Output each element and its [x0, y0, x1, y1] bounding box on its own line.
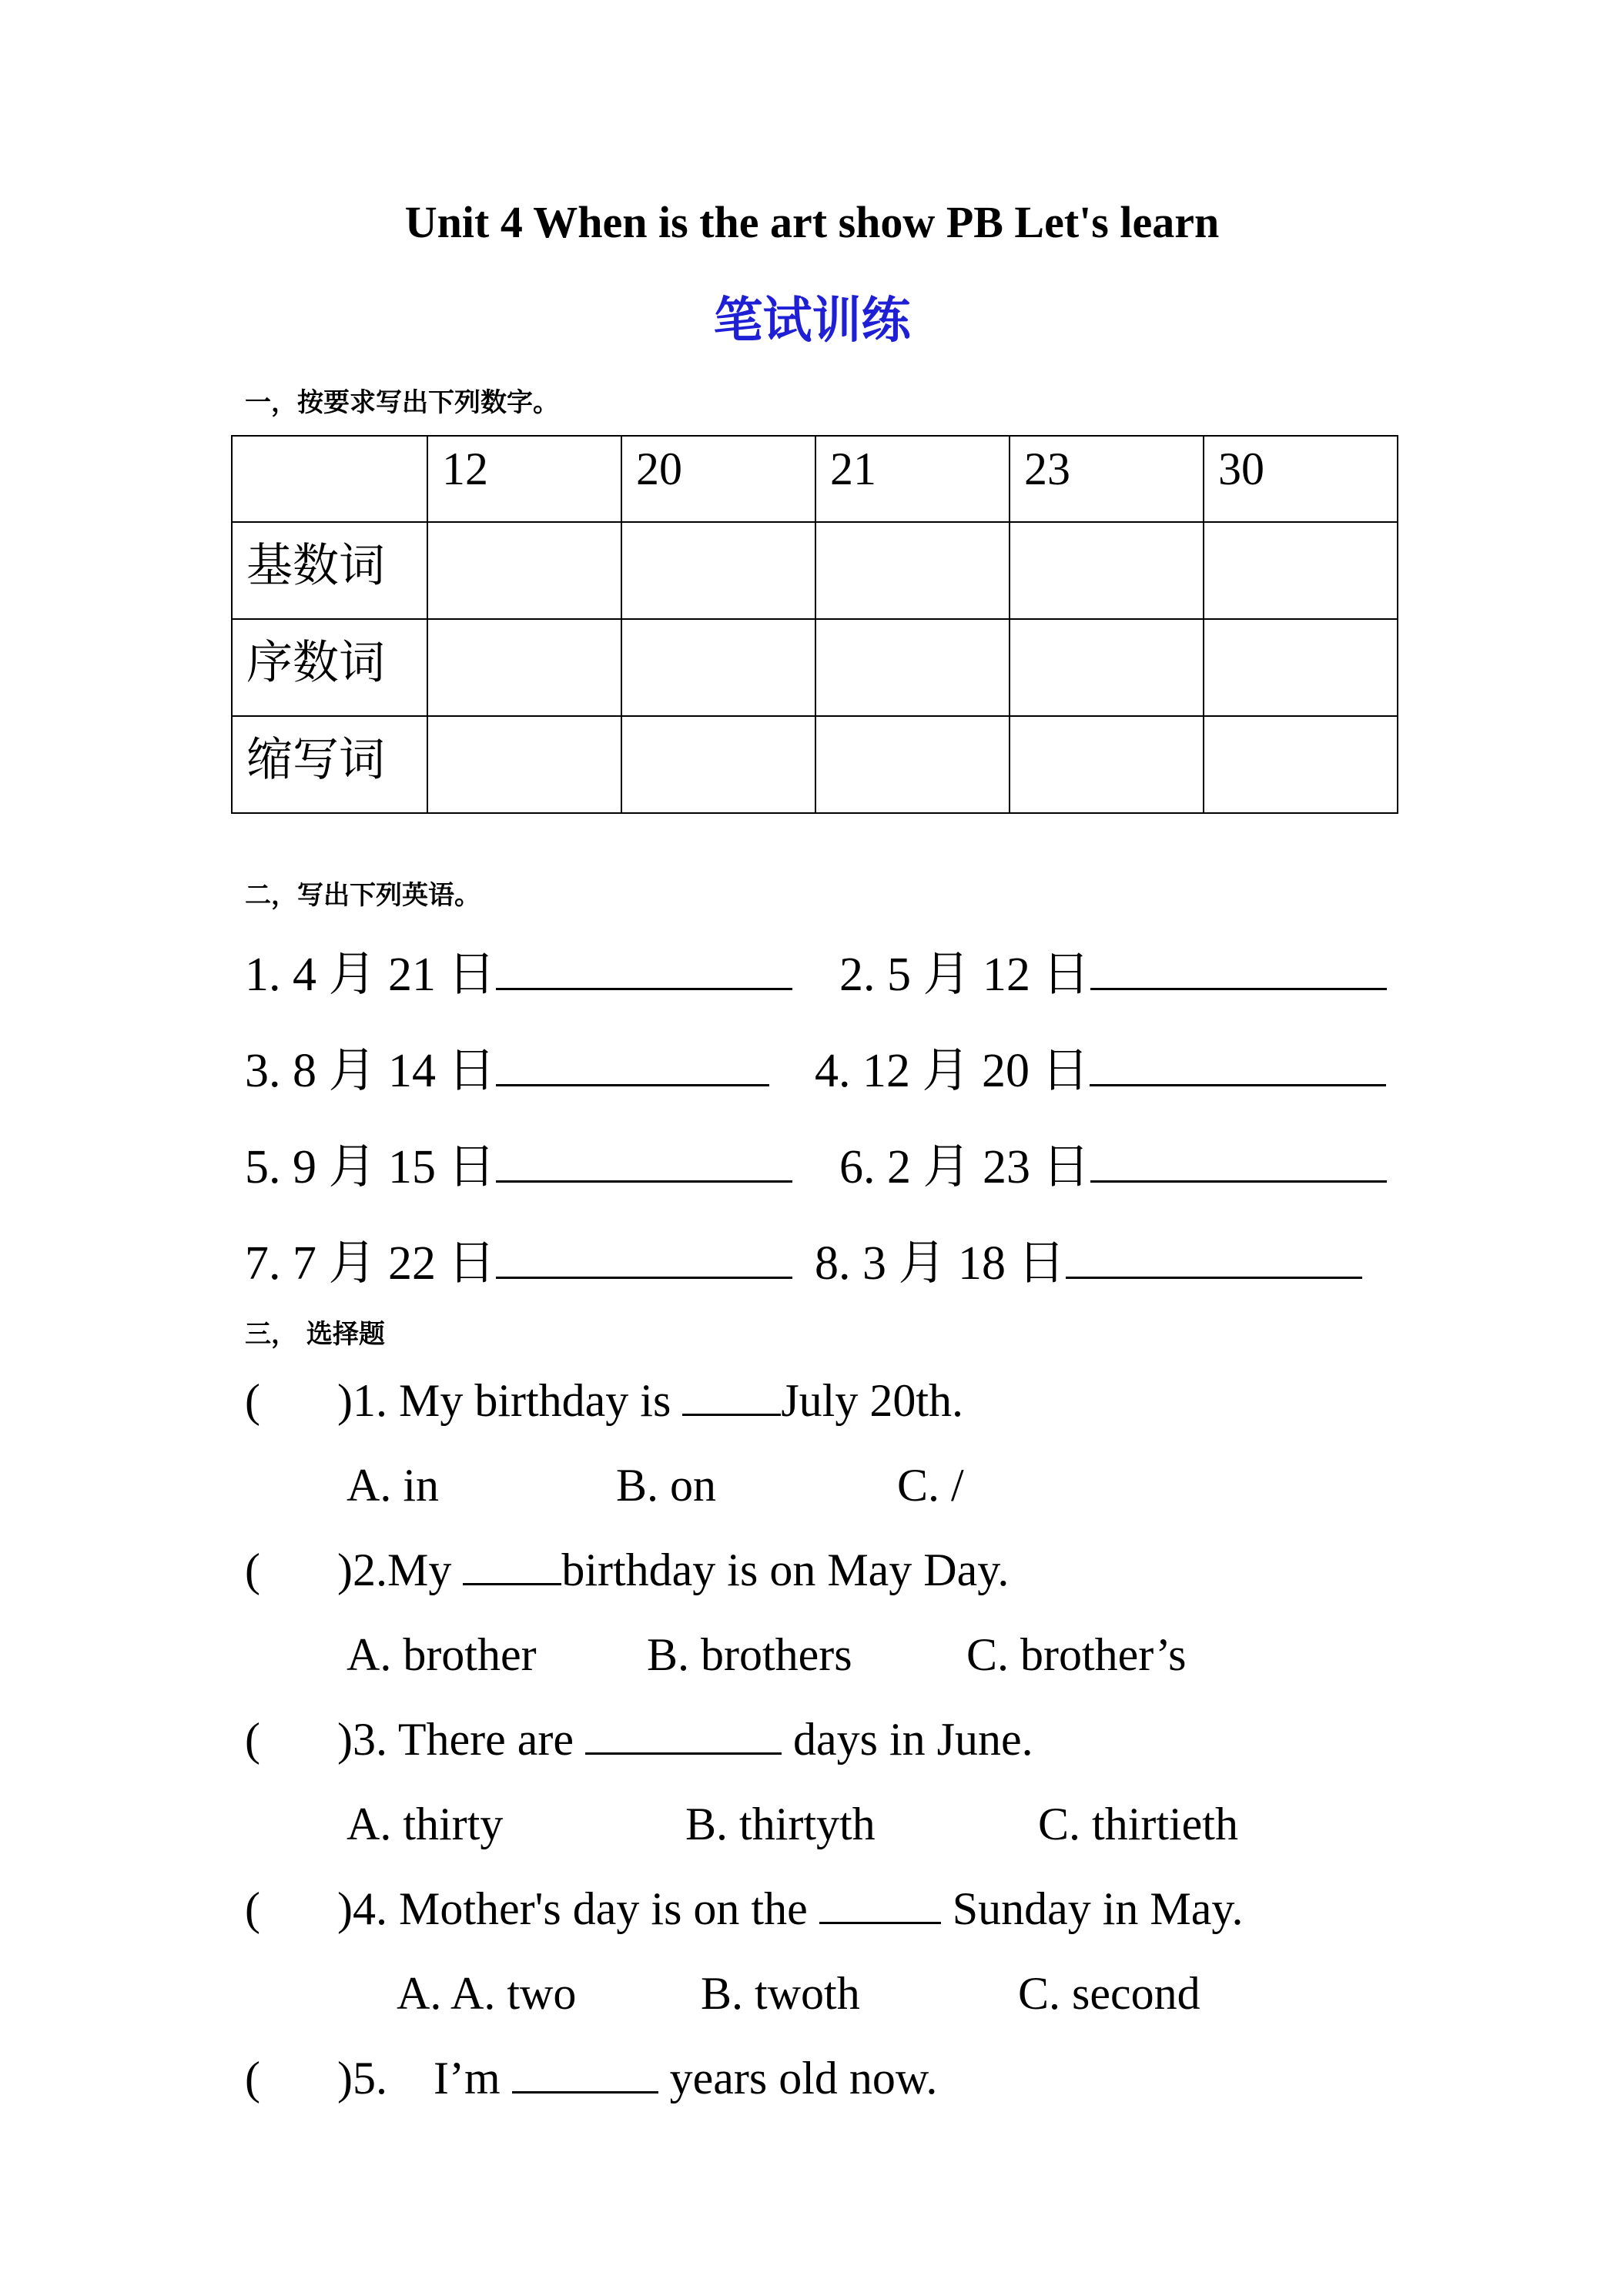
- answer-line[interactable]: [496, 949, 792, 990]
- date-item-label: 1. 4 月 21 日: [245, 949, 496, 1001]
- answer-line[interactable]: [496, 1238, 792, 1279]
- table-header-cell: 12: [427, 436, 621, 522]
- question-text: )4. Mother's day is on the: [337, 1883, 819, 1934]
- question-3: [245, 1713, 1033, 1766]
- answer-cell[interactable]: [1204, 619, 1398, 716]
- date-item: [839, 935, 1387, 1004]
- question-text: July 20th.: [781, 1375, 964, 1426]
- table-header-cell: 20: [621, 436, 815, 522]
- date-item: [815, 1032, 1386, 1100]
- table-row: [232, 522, 1398, 619]
- option-b[interactable]: B. thirtyth: [685, 1799, 876, 1849]
- date-item: [815, 1224, 1362, 1293]
- answer-cell[interactable]: [427, 716, 621, 813]
- question-text: days in June.: [782, 1714, 1033, 1765]
- table-header-cell: [232, 436, 427, 522]
- answer-line[interactable]: [1090, 1142, 1387, 1183]
- answer-cell[interactable]: [621, 716, 815, 813]
- table-header-cell: 21: [815, 436, 1010, 522]
- page-subtitle: 笔试训练: [713, 293, 911, 350]
- answer-paren[interactable]: (: [245, 1714, 260, 1765]
- row-label-abbreviation: 缩写词: [232, 716, 427, 813]
- section3-heading: 三， 选择题: [245, 1319, 385, 1350]
- answer-line[interactable]: [496, 1142, 792, 1183]
- option-c[interactable]: C. brother’s: [966, 1629, 1187, 1680]
- date-item-label: 5. 9 月 15 日: [245, 1141, 496, 1193]
- date-item-label: 8. 3 月 18 日: [815, 1237, 1066, 1290]
- date-item: [839, 1128, 1387, 1197]
- section2-heading: 二，写出下列英语。: [245, 880, 481, 911]
- date-item-label: 7. 7 月 22 日: [245, 1237, 496, 1290]
- answer-cell[interactable]: [427, 522, 621, 619]
- answer-paren[interactable]: (: [245, 1375, 260, 1426]
- date-item-label: 4. 12 月 20 日: [815, 1045, 1090, 1097]
- number-table: [231, 435, 1398, 814]
- question-blank: [585, 1715, 782, 1755]
- option-b[interactable]: B. twoth: [701, 1968, 860, 2019]
- question-2: [245, 1544, 1009, 1597]
- question-blank: [819, 1885, 941, 1924]
- page-title: Unit 4 When is the art show PB Let's learn: [404, 197, 1220, 247]
- answer-line[interactable]: [496, 1046, 769, 1086]
- table-row: [232, 716, 1398, 813]
- date-item: [245, 1032, 769, 1100]
- answer-cell[interactable]: [1204, 716, 1398, 813]
- answer-cell[interactable]: [1010, 619, 1204, 716]
- date-item-label: 3. 8 月 14 日: [245, 1045, 496, 1097]
- answer-line[interactable]: [1090, 949, 1387, 990]
- table-header-cell: 23: [1010, 436, 1204, 522]
- answer-paren[interactable]: (: [245, 2053, 260, 2104]
- option-b[interactable]: B. brothers: [647, 1629, 852, 1680]
- question-text: )2.My: [337, 1545, 464, 1595]
- option-c[interactable]: C. thirtieth: [1038, 1799, 1238, 1849]
- answer-paren[interactable]: (: [245, 1883, 260, 1934]
- answer-paren[interactable]: (: [245, 1545, 260, 1595]
- option-c[interactable]: C. /: [897, 1460, 964, 1511]
- date-item-label: 2. 5 月 12 日: [839, 949, 1090, 1001]
- answer-cell[interactable]: [427, 619, 621, 716]
- date-item: [245, 935, 792, 1004]
- option-c[interactable]: C. second: [1018, 1968, 1200, 2019]
- answer-cell[interactable]: [815, 619, 1010, 716]
- question-4: [245, 1883, 1244, 1936]
- answer-line[interactable]: [1066, 1238, 1362, 1279]
- table-header-cell: 30: [1204, 436, 1398, 522]
- answer-cell[interactable]: [621, 619, 815, 716]
- question-blank: [682, 1377, 781, 1416]
- option-a[interactable]: A. brother: [347, 1629, 537, 1680]
- question-text: Sunday in May.: [940, 1883, 1244, 1934]
- question-text: years old now.: [658, 2053, 938, 2104]
- date-item: [245, 1128, 792, 1197]
- option-a[interactable]: A. in: [347, 1460, 439, 1511]
- question-text: birthday is on May Day.: [561, 1545, 1010, 1595]
- option-a[interactable]: A. thirty: [347, 1799, 504, 1849]
- question-text: )1. My birthday is: [337, 1375, 683, 1426]
- answer-cell[interactable]: [1010, 716, 1204, 813]
- table-row: [232, 619, 1398, 716]
- answer-cell[interactable]: [621, 522, 815, 619]
- answer-line[interactable]: [1090, 1046, 1386, 1086]
- row-label-cardinal: 基数词: [232, 522, 427, 619]
- question-1: [245, 1374, 963, 1427]
- question-5: [245, 2052, 937, 2105]
- row-label-ordinal: 序数词: [232, 619, 427, 716]
- answer-cell[interactable]: [1204, 522, 1398, 619]
- date-item: [245, 1224, 792, 1293]
- section1-heading: 一，按要求写出下列数字。: [245, 387, 559, 418]
- answer-cell[interactable]: [815, 522, 1010, 619]
- question-blank: [512, 2054, 658, 2094]
- question-blank: [463, 1546, 561, 1585]
- question-text: )5. I’m: [337, 2053, 512, 2104]
- question-text: )3. There are: [337, 1714, 586, 1765]
- answer-cell[interactable]: [1010, 522, 1204, 619]
- table-header-row: [232, 436, 1398, 522]
- option-a[interactable]: A. A. two: [397, 1968, 577, 2019]
- option-b[interactable]: B. on: [616, 1460, 717, 1511]
- answer-cell[interactable]: [815, 716, 1010, 813]
- date-item-label: 6. 2 月 23 日: [839, 1141, 1090, 1193]
